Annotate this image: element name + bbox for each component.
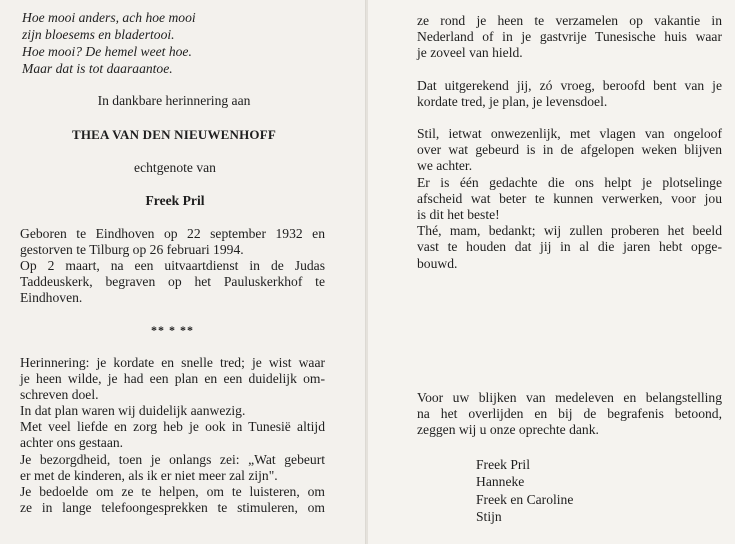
text-line: Je bedoelde om ze te helpen, om te luisteren, om bbox=[20, 483, 325, 499]
poem-line: Hoe mooi anders, ach hoe mooi bbox=[22, 10, 196, 25]
text-line: we achter. bbox=[417, 158, 473, 174]
signature-line: Freek en Caroline bbox=[476, 491, 574, 507]
deceased-name-text: THEA VAN DEN NIEUWENHOFF bbox=[71, 127, 277, 142]
signature-line: Hanneke bbox=[476, 474, 525, 490]
text-line: Er is één gedachte die ons helpt je plotselinge bbox=[417, 174, 722, 190]
poem-line: Maar dat is tot daaraantoe. bbox=[22, 61, 173, 76]
text-line: In dat plan waren wij duidelijk aanwezig. bbox=[20, 403, 246, 419]
text-line: Herinnering: je kordate en snelle tred; je wist waar bbox=[20, 355, 325, 370]
spouse-name bbox=[0, 193, 350, 209]
intro-line bbox=[0, 93, 348, 109]
text-line: Thé, mam, bedankt; wij zullen proberen het beeld bbox=[417, 223, 722, 239]
spouse-label-text: echtgenote van bbox=[134, 160, 216, 175]
signature-line: Stijn bbox=[476, 508, 502, 524]
left-page bbox=[0, 0, 366, 544]
text-line: bouwd. bbox=[417, 255, 458, 271]
signature-line: Freek Pril bbox=[476, 457, 530, 472]
text-line: na het overlijden en bij de begrafenis betoond, bbox=[417, 406, 722, 422]
deceased-name bbox=[0, 127, 348, 143]
text-line: achter ons gestaan. bbox=[20, 435, 124, 451]
separator-text: ** * ** bbox=[151, 323, 194, 337]
text-line: Taddeuskerk, begraven op het Pauluskerkhof te bbox=[20, 274, 325, 290]
text-line: Met veel liefde en zorg heb je ook in Tunesië altijd bbox=[20, 419, 325, 435]
text-line: Eindhoven. bbox=[20, 290, 83, 306]
separator bbox=[0, 322, 345, 338]
text-line: je zoveel van hield. bbox=[417, 45, 523, 61]
text-line: kordate tred, je plan, je levensdoel. bbox=[417, 94, 608, 110]
thanks-block bbox=[417, 390, 722, 439]
text-line: is dit het beste! bbox=[417, 207, 500, 223]
text-line: gestorven te Tilburg op 26 februari 1994. bbox=[20, 242, 244, 258]
text-line: Op 2 maart, na een uitvaartdienst in de Judas bbox=[20, 258, 325, 273]
memory-block bbox=[20, 355, 325, 516]
text-line: zeggen wij u onze oprechte dank. bbox=[417, 422, 599, 438]
text-line: Voor uw blijken van medeleven en belangstelling bbox=[417, 390, 722, 405]
text-line: Nederland of in je gastvrije Tunesische huis waar bbox=[417, 29, 722, 45]
text-line: over wat gebeurd is in de afgelopen weken blijven bbox=[417, 142, 722, 158]
right-page bbox=[368, 0, 735, 544]
text-line: ze in lange telefoongesprekken te stimuleren, om bbox=[20, 499, 325, 515]
text-line: je heen wilde, je had een plan en een duidelijk om- bbox=[20, 371, 325, 387]
text-line: ze rond je heen te verzamelen op vakantie in bbox=[417, 13, 722, 28]
spouse-label bbox=[0, 160, 350, 176]
poem-line: zijn bloesems en bladertooi. bbox=[22, 27, 175, 42]
paragraph-2 bbox=[417, 78, 722, 110]
text-line: afscheid wat beter te kunnen verwerken, voor jou bbox=[417, 190, 722, 206]
poem bbox=[22, 9, 322, 77]
signatures bbox=[476, 456, 676, 525]
poem-line: Hoe mooi? De hemel weet hoe. bbox=[22, 44, 192, 59]
text-line: Stil, ietwat onwezenlijk, met vlagen van ongeloof bbox=[417, 126, 722, 141]
text-line: vast te houden dat jij in al die jaren hebt opge- bbox=[417, 239, 722, 255]
text-line: Geboren te Eindhoven op 22 september 1932 en bbox=[20, 226, 325, 241]
intro-text: In dankbare herinnering aan bbox=[97, 93, 251, 108]
text-line: schreven doel. bbox=[20, 387, 99, 403]
dates-block bbox=[20, 226, 325, 258]
text-line: Dat uitgerekend jij, zó vroeg, beroofd bent van je bbox=[417, 78, 722, 93]
funeral-block bbox=[20, 258, 325, 307]
paragraph-3 bbox=[417, 126, 722, 272]
spouse-name-text: Freek Pril bbox=[145, 193, 205, 208]
text-line: Je bezorgdheid, toen je onlangs zei: „Wat gebeurt bbox=[20, 451, 325, 467]
text-line: er met de kinderen, als ik er niet meer zal zijn". bbox=[20, 467, 278, 483]
paragraph-1 bbox=[417, 13, 722, 62]
